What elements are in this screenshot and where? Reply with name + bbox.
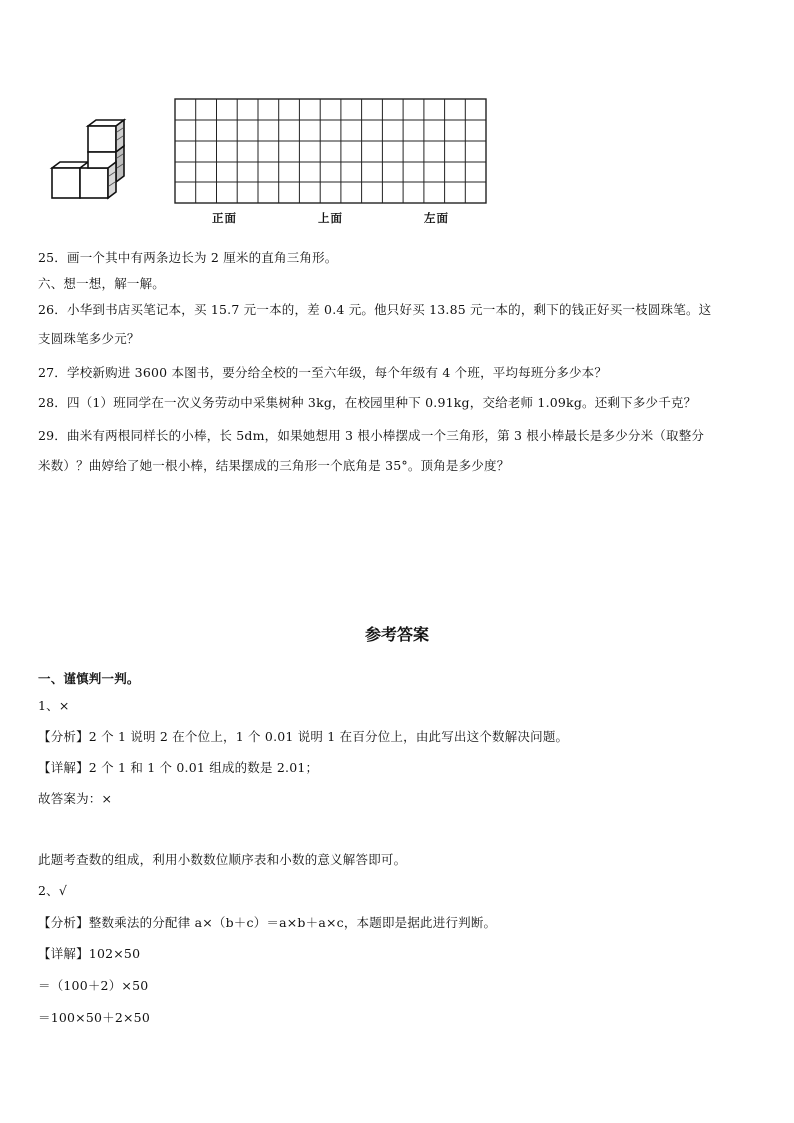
answer-1-detail: 【详解】2 个 1 和 1 个 0.01 组成的数是 2.01； <box>38 760 319 775</box>
question-25: 25．画一个其中有两条边长为 2 厘米的直角三角形。 <box>38 250 338 265</box>
answer-1-comment: 此题考查数的组成，利用小数数位顺序表和小数的意义解答即可。 <box>38 852 407 867</box>
view-label-front: 正面 <box>212 211 237 225</box>
answers-section-1: 一、谨慎判一判。 <box>38 671 140 686</box>
question-28: 28．四（1）班同学在一次义务劳动中采集树种 3kg，在校园里种下 0.91kg，交给老师 1.09kg。还剩下多少千克？ <box>38 395 697 410</box>
question-27: 27．学校新购进 3600 本图书，要分给全校的一至六年级，每个年级有 4 个班，平均每班分多少本？ <box>38 365 608 380</box>
cube-stack-figure <box>48 118 130 202</box>
view-label-left: 左面 <box>424 211 449 225</box>
answer-2-detail: 【详解】102×50 <box>38 946 141 961</box>
question-29-line2: 米数）？曲婷给了她一根小棒，结果摆成的三角形一个底角是 35°。顶角是多少度？ <box>38 458 510 473</box>
section-heading-6: 六、想一想，解一解。 <box>38 276 166 291</box>
answer-2-analysis: 【分析】整数乘法的分配律 a×（b＋c）＝a×b＋a×c，本题即是据此进行判断。 <box>38 915 497 930</box>
drawing-grid <box>172 96 490 208</box>
answer-2-step1: ＝（100＋2）×50 <box>38 978 149 993</box>
answer-2-step2: ＝100×50＋2×50 <box>38 1010 150 1025</box>
question-26-line2: 支圆珠笔多少元？ <box>38 331 140 346</box>
answer-1-analysis: 【分析】2 个 1 说明 2 在个位上，1 个 0.01 说明 1 在百分位上，由此写出这个数解决问题。 <box>38 729 569 744</box>
answer-1-conclusion: 故答案为：× <box>38 791 113 806</box>
question-29-line1: 29．曲米有两根同样长的小棒，长 5dm，如果她想用 3 根小棒摆成一个三角形，第 3 根小棒最长是多少分米（取整分 <box>38 428 705 443</box>
answer-2-label: 2、√ <box>38 883 68 898</box>
answers-title: 参考答案 <box>364 625 429 644</box>
answer-1-label: 1、× <box>38 698 70 713</box>
question-26-line1: 26．小华到书店买笔记本，买 15.7 元一本的，差 0.4 元。他只好买 13.85 元一本的，剩下的钱正好买一枝圆珠笔。这 <box>38 302 712 317</box>
view-label-top: 上面 <box>318 211 343 225</box>
